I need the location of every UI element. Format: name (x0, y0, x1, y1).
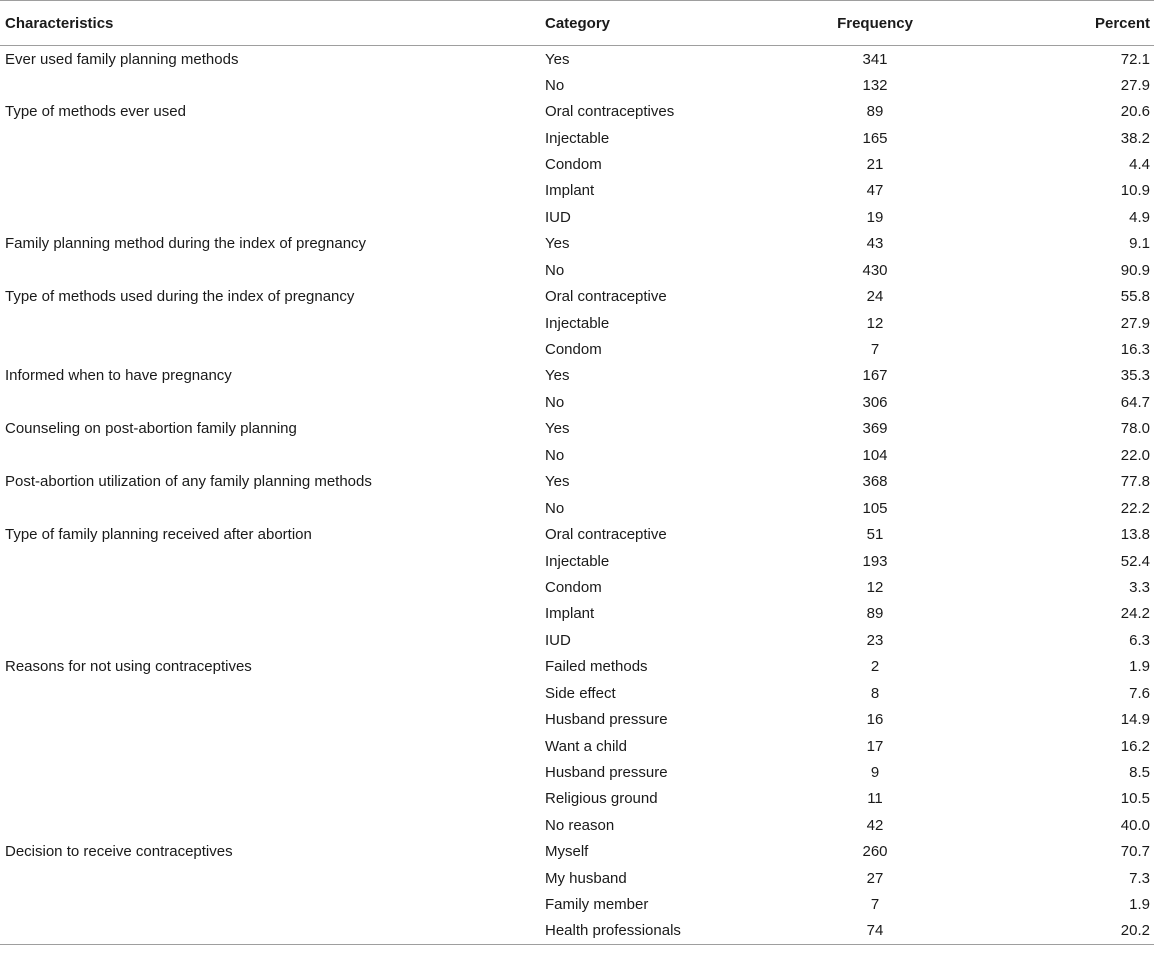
cell-characteristic (0, 918, 545, 944)
cell-frequency: 193 (862, 552, 888, 570)
cell-category: Husband pressure (545, 764, 668, 782)
cell-characteristic (0, 72, 545, 98)
cell-percent: 22.2 (1120, 499, 1150, 517)
cell-frequency: 24 (866, 288, 884, 306)
cell-category: Yes (545, 51, 570, 69)
cell-category: No (545, 499, 565, 517)
cell-characteristic (0, 786, 545, 812)
table-row (0, 98, 1154, 124)
table-row (0, 416, 1154, 442)
cell-frequency: 17 (866, 737, 884, 755)
cell-frequency: 306 (862, 393, 888, 411)
cell-percent: 8.5 (1129, 764, 1150, 782)
cell-category: Injectable (545, 129, 610, 147)
cell-percent: 77.8 (1120, 473, 1150, 491)
cell-category: Implant (545, 182, 595, 200)
cell-percent: 4.9 (1129, 208, 1150, 226)
cell-percent: 6.3 (1129, 631, 1150, 649)
cell-frequency: 165 (862, 129, 888, 147)
cell-category: No (545, 76, 565, 94)
cell-frequency: 9 (870, 764, 880, 782)
cell-category: Failed methods (545, 658, 648, 676)
cell-characteristic: Decision to receive contraceptives (5, 843, 233, 861)
cell-percent: 38.2 (1120, 129, 1150, 147)
cell-characteristic: Reasons for not using contraceptives (5, 658, 252, 676)
cell-frequency: 368 (862, 473, 888, 491)
cell-category: IUD (545, 631, 571, 649)
cell-category: Condom (545, 155, 602, 173)
cell-characteristic: Counseling on post-abortion family planning (5, 420, 297, 438)
table-row (0, 46, 1154, 72)
table-row (0, 601, 1154, 627)
cell-characteristic (0, 892, 545, 918)
cell-frequency: 74 (805, 918, 945, 944)
cell-category: Condom (545, 341, 602, 359)
cell-percent: 22.0 (1120, 446, 1150, 464)
cell-percent: 9.1 (1129, 235, 1150, 253)
cell-characteristic (0, 759, 545, 785)
cell-frequency: 27 (866, 869, 884, 887)
cell-percent: 72.1 (1120, 51, 1150, 69)
table-row (0, 654, 1154, 680)
cell-percent: 40.0 (1120, 816, 1150, 834)
cell-category: Want a child (545, 737, 627, 755)
cell-frequency: 430 (862, 261, 888, 279)
cell-category: Health professionals (545, 918, 805, 944)
cell-characteristic (0, 627, 545, 653)
cell-characteristic: Type of family planning received after abortion (5, 526, 312, 544)
cell-frequency: 8 (870, 684, 880, 702)
cell-percent: 13.8 (1120, 526, 1150, 544)
cell-frequency: 104 (862, 446, 888, 464)
cell-percent: 55.8 (1120, 288, 1150, 306)
cell-characteristic (0, 125, 545, 151)
cell-category: Injectable (545, 314, 610, 332)
cell-percent: 16.2 (1120, 737, 1150, 755)
table-row (0, 839, 1154, 865)
table-row (0, 310, 1154, 336)
cell-category: No (545, 446, 565, 464)
cell-percent: 16.3 (1120, 341, 1150, 359)
cell-characteristic (0, 548, 545, 574)
cell-frequency: 16 (866, 711, 884, 729)
cell-frequency: 47 (866, 182, 884, 200)
table-row (0, 706, 1154, 732)
cell-frequency: 7 (870, 896, 880, 914)
cell-category: My husband (545, 869, 627, 887)
table-row (0, 574, 1154, 600)
cell-percent: 7.3 (1129, 869, 1150, 887)
cell-frequency: 21 (866, 155, 884, 173)
table-row (0, 72, 1154, 98)
table-row (0, 125, 1154, 151)
cell-category: No (545, 261, 565, 279)
cell-percent: 10.5 (1120, 790, 1150, 808)
table-row (0, 892, 1154, 918)
table-row (0, 786, 1154, 812)
cell-characteristic (0, 257, 545, 283)
cell-percent: 35.3 (1120, 367, 1150, 385)
cell-characteristic (0, 574, 545, 600)
cell-frequency: 43 (866, 235, 884, 253)
cell-category: No reason (545, 816, 615, 834)
cell-frequency: 89 (866, 605, 884, 623)
cell-characteristic (0, 706, 545, 732)
table-row (0, 759, 1154, 785)
header-frequency: Frequency (805, 1, 945, 46)
cell-characteristic (0, 680, 545, 706)
header-characteristics: Characteristics (0, 1, 545, 46)
table-row (0, 680, 1154, 706)
table-row (0, 336, 1154, 362)
cell-category: Side effect (545, 684, 616, 702)
cell-characteristic (0, 204, 545, 230)
table-row (0, 627, 1154, 653)
cell-frequency: 11 (867, 790, 883, 808)
table-row (0, 283, 1154, 309)
table-row (0, 178, 1154, 204)
cell-category: Oral contraceptive (545, 288, 667, 306)
cell-percent: 52.4 (1120, 552, 1150, 570)
cell-percent: 64.7 (1120, 393, 1150, 411)
cell-category: Yes (545, 235, 570, 253)
table-row (0, 363, 1154, 389)
cell-frequency: 341 (862, 51, 888, 69)
cell-percent: 78.0 (1120, 420, 1150, 438)
cell-characteristic (0, 389, 545, 415)
table-row (0, 495, 1154, 521)
table-row (0, 733, 1154, 759)
cell-characteristic: Ever used family planning methods (5, 51, 239, 69)
cell-characteristic: Family planning method during the index of pregnancy (5, 235, 367, 253)
table-row (0, 204, 1154, 230)
cell-frequency: 12 (866, 578, 884, 596)
cell-percent: 14.9 (1120, 711, 1150, 729)
cell-characteristic (0, 495, 545, 521)
cell-percent: 7.6 (1129, 684, 1150, 702)
cell-category: Oral contraceptives (545, 103, 675, 121)
table-row (0, 257, 1154, 283)
cell-percent: 24.2 (1120, 605, 1150, 623)
table-row (0, 151, 1154, 177)
table-row (0, 865, 1154, 891)
cell-percent: 10.9 (1120, 182, 1150, 200)
cell-characteristic (0, 812, 545, 838)
cell-frequency: 260 (862, 843, 888, 861)
cell-category: No (545, 393, 565, 411)
table-row (0, 521, 1154, 547)
cell-frequency: 369 (862, 420, 888, 438)
cell-frequency: 105 (862, 499, 888, 517)
cell-frequency: 12 (866, 314, 884, 332)
cell-category: Condom (545, 578, 602, 596)
cell-frequency: 167 (862, 367, 888, 385)
cell-frequency: 7 (870, 341, 880, 359)
cell-percent: 20.6 (1120, 103, 1150, 121)
table-body (0, 46, 1154, 945)
cell-characteristic (0, 151, 545, 177)
header-percent: Percent (945, 1, 1154, 46)
cell-characteristic (0, 733, 545, 759)
table-row (0, 812, 1154, 838)
cell-percent: 4.4 (1129, 155, 1150, 173)
table-row (0, 918, 1154, 944)
cell-characteristic: Post-abortion utilization of any family planning methods (5, 473, 372, 491)
table-row (0, 231, 1154, 257)
cell-category: Oral contraceptive (545, 526, 667, 544)
cell-characteristic (0, 601, 545, 627)
cell-characteristic: Type of methods ever used (5, 103, 186, 121)
cell-percent: 1.9 (1129, 896, 1150, 914)
cell-frequency: 51 (866, 526, 884, 544)
cell-category: Family member (545, 896, 649, 914)
table-header (0, 1, 1154, 46)
table-row (0, 389, 1154, 415)
table-row (0, 469, 1154, 495)
cell-percent: 27.9 (1120, 76, 1150, 94)
cell-characteristic: Informed when to have pregnancy (5, 367, 232, 385)
cell-percent: 27.9 (1120, 314, 1150, 332)
cell-category: IUD (545, 208, 571, 226)
table-row (0, 548, 1154, 574)
cell-category: Religious ground (545, 790, 658, 808)
cell-frequency: 23 (866, 631, 884, 649)
cell-percent: 3.3 (1129, 578, 1150, 596)
cell-category: Yes (545, 367, 570, 385)
cell-characteristic (0, 310, 545, 336)
table-row (0, 442, 1154, 468)
cell-percent: 20.2 (945, 918, 1154, 944)
cell-frequency: 2 (870, 658, 880, 676)
cell-category: Yes (545, 420, 570, 438)
cell-category: Implant (545, 605, 595, 623)
cell-frequency: 19 (866, 208, 884, 226)
cell-category: Yes (545, 473, 570, 491)
cell-characteristic (0, 178, 545, 204)
cell-category: Husband pressure (545, 711, 668, 729)
cell-frequency: 89 (866, 103, 884, 121)
cell-category: Injectable (545, 552, 610, 570)
cell-characteristic: Type of methods used during the index of pregnancy (5, 288, 355, 306)
cell-frequency: 42 (866, 816, 884, 834)
header-row (0, 1, 1154, 46)
cell-characteristic (0, 865, 545, 891)
cell-frequency: 132 (862, 76, 888, 94)
cell-percent: 70.7 (1120, 843, 1150, 861)
header-category: Category (545, 1, 805, 46)
cell-category: Myself (545, 843, 589, 861)
cell-characteristic (0, 442, 545, 468)
cell-percent: 90.9 (1120, 261, 1150, 279)
cell-percent: 1.9 (1129, 658, 1150, 676)
cell-characteristic (0, 336, 545, 362)
